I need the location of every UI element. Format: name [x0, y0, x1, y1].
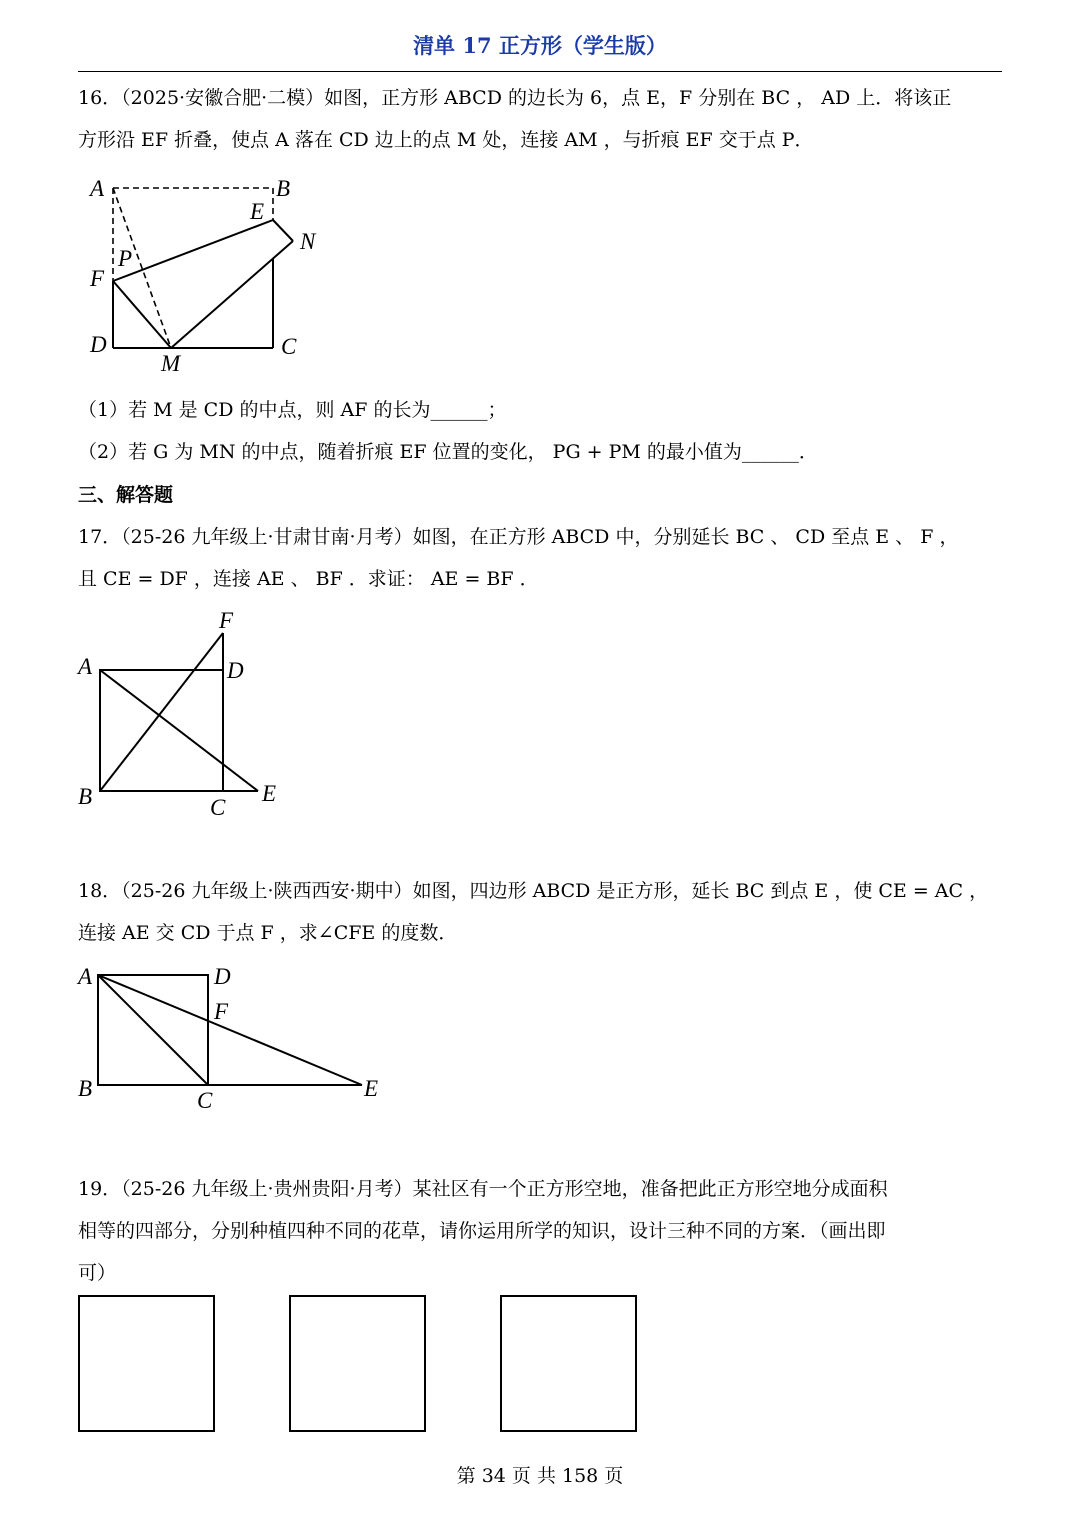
q16-label-b: B	[276, 176, 291, 201]
q19-design-box-2	[289, 1295, 426, 1432]
q19-line-2: 相等的四部分，分别种植四种不同的花草，请你运用所学的知识，设计三种不同的方案．（画出即	[78, 1220, 886, 1242]
q16-label-m: M	[161, 351, 181, 376]
q19-design-box-3	[500, 1295, 637, 1432]
q18-label-a: A	[78, 964, 93, 989]
q18-line-1: 18．（25-26 九年级上·陕西西安·期中）如图，四边形 ABCD 是正方形，延长 BC 到点 E ，使 CE = AC ，	[78, 880, 989, 902]
q18-label-e: E	[364, 1076, 379, 1101]
page-number: 第 34 页 共 158 页	[456, 1465, 624, 1487]
q16-label-e: E	[250, 199, 265, 224]
q18-label-b: B	[78, 1076, 93, 1101]
section-heading: 三、解答题	[78, 484, 174, 506]
q17-label-c: C	[210, 795, 226, 820]
q17-line-2: 且 CE = DF ，连接 AE 、 BF ．求证： AE = BF ．	[78, 568, 539, 590]
q16-label-p: P	[118, 246, 133, 271]
q18-segment-ae	[98, 975, 362, 1085]
q16-label-c: C	[281, 334, 297, 359]
header-divider	[78, 71, 1002, 72]
q17-segment-bf	[100, 633, 223, 791]
q19-design-box-1	[78, 1295, 215, 1432]
q16-subquestion-1: （1）若 M 是 CD 的中点，则 AF 的长为______；	[78, 399, 507, 421]
page-title: 清单 17 正方形（学生版）	[413, 33, 667, 58]
q17-line-1: 17．（25-26 九年级上·甘肃甘南·月考）如图，在正方形 ABCD 中，分别延长 BC 、 CD 至点 E 、 F ，	[78, 526, 959, 548]
q17-label-f: F	[219, 608, 234, 633]
q18-figure	[75, 960, 395, 1115]
q18-label-d: D	[214, 964, 231, 989]
q19-line-1: 19．（25-26 九年级上·贵州贵阳·月考）某社区有一个正方形空地，准备把此正方形空地分成面积	[78, 1178, 888, 1200]
q16-label-d: D	[90, 332, 107, 357]
q18-diagonal-ac	[98, 975, 208, 1085]
q17-square	[100, 670, 223, 791]
q16-label-f: F	[90, 266, 105, 291]
q16-line-1: 16．（2025·安徽合肥·二模）如图，正方形 ABCD 的边长为 6，点 E，F 分别在 BC ， AD 上．将该正	[78, 87, 952, 109]
q18-label-c: C	[197, 1088, 213, 1113]
q16-edge-nm	[171, 241, 293, 348]
q19-line-3: 可）	[78, 1262, 117, 1284]
q18-label-f: F	[214, 999, 229, 1024]
q16-label-a: A	[90, 176, 105, 201]
q17-label-b: B	[78, 784, 93, 809]
q16-edge-fm	[113, 281, 171, 348]
q16-edge-en	[273, 220, 293, 241]
q17-label-a: A	[78, 654, 93, 679]
q16-fold-ef	[113, 220, 273, 281]
q16-line-2: 方形沿 EF 折叠，使点 A 落在 CD 边上的点 M 处，连接 AM ，与折痕 EF 交于点 P．	[78, 129, 814, 151]
q17-label-d: D	[227, 658, 244, 683]
q17-figure	[75, 605, 290, 825]
q18-line-2: 连接 AE 交 CD 于点 F ，求∠CFE 的度数．	[78, 922, 458, 944]
q17-label-e: E	[262, 781, 277, 806]
q16-subquestion-2: （2）若 G 为 MN 的中点，随着折痕 EF 位置的变化， PG + PM 的最小值为______．	[78, 441, 818, 463]
q16-label-n: N	[300, 229, 316, 254]
q16-figure	[78, 168, 338, 383]
